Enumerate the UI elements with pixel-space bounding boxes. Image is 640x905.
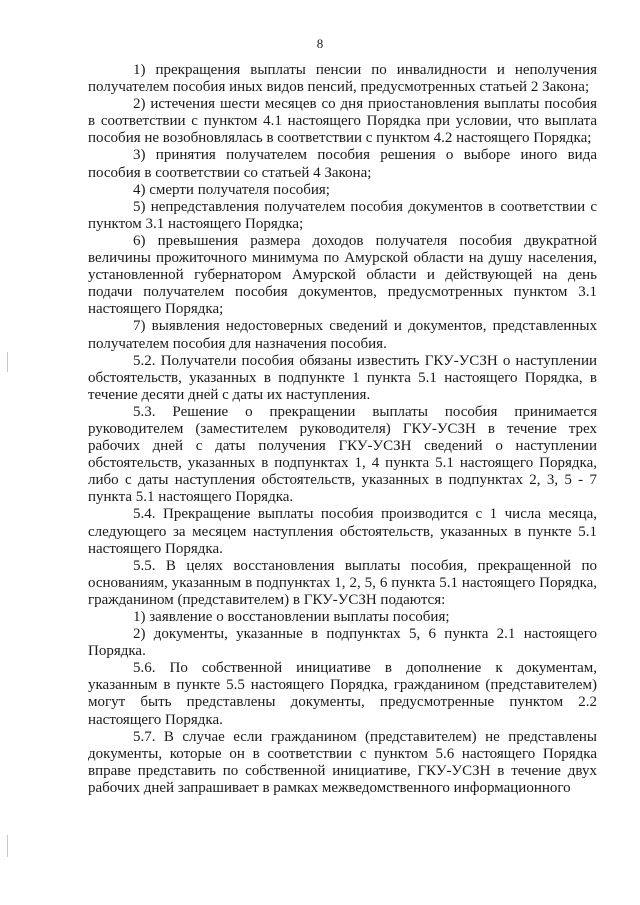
paragraph: 5) непредставления получателем пособия документов в соответствии с пунктом 3.1 настоящего Порядка; <box>88 198 597 232</box>
paragraph: 2) истечения шести месяцев со дня приостановления выплаты пособия в соответствии с пунктом 4.1 настоящего Порядка при условии, что выплата пособия не возобновлялась в соответствии с пунктом 4.2 настоящего Порядка; <box>88 96 597 147</box>
paragraph: 5.4. Прекращение выплаты пособия производится с 1 числа месяца, следующего за месяцем наступления обстоятельств, указанных в пункте 5.1 настоящего Порядка. <box>88 506 597 557</box>
paragraph: 5.3. Решение о прекращении выплаты пособия принимается руководителем (заместителем руководителя) ГКУ-УСЗН в течение трех рабочих дней с даты получения ГКУ-УСЗН сведений о наступлении обстоятельств, указанных в подпунктах 1, 4 пункта 5.1 настоящего Порядка, либо с даты наступления обстоятельств, указанных в подпунктах 2, 3, 5 - 7 пункта 5.1 настоящего Порядка. <box>88 403 597 506</box>
paragraph: 5.2. Получатели пособия обязаны известить ГКУ-УСЗН о наступлении обстоятельств, указанных в подпункте 1 пункта 5.1 настоящего Порядка, в течение десяти дней с даты их наступления. <box>88 352 597 403</box>
paragraph: 1) прекращения выплаты пенсии по инвалидности и неполучения получателем пособия иных видов пенсий, предусмотренных статьей 2 Закона; <box>88 62 597 96</box>
margin-scan-mark <box>7 352 8 372</box>
paragraph: 3) принятия получателем пособия решения о выборе иного вида пособия в соответствии со статьей 4 Закона; <box>88 147 597 181</box>
paragraph: 6) превышения размера доходов получателя пособия двукратной величины прожиточного минимума по Амурской области на душу населения, установленной губернатором Амурской области и действующей на день подачи получателем пособия документов, предусмотренных пунктом 3.1 настоящего Порядка; <box>88 232 597 318</box>
margin-scan-mark <box>7 835 8 857</box>
paragraph: 4) смерти получателя пособия; <box>133 181 330 198</box>
paragraph: 5.6. По собственной инициативе в дополнение к документам, указанным в пункте 5.5 настоящего Порядка, гражданином (представителем) могут быть представлены документы, предусмотренные пунктом 2.2 настоящего Порядка. <box>88 660 597 728</box>
paragraph: 1) заявление о восстановлении выплаты пособия; <box>133 609 450 625</box>
page-number: 8 <box>316 36 324 51</box>
paragraph: 7) выявления недостоверных сведений и документов, представленных получателем пособия для назначения пособия. <box>88 318 597 352</box>
paragraph: 5.7. В случае если гражданином (представителем) не представлены документы, которые он в соответствии с пунктом 5.6 настоящего Порядка вправе представить по собственной инициативе, ГКУ-УСЗН в течение двух рабочих дней запрашивает в рамках межведомственного информационного <box>88 728 597 796</box>
paragraph: 2) документы, указанные в подпунктах 5, 6 пункта 2.1 настоящего Порядка. <box>88 626 597 660</box>
paragraph: 5.5. В целях восстановления выплаты пособия, прекращенной по основаниям, указанным в подпунктах 1, 2, 5, 6 пункта 5.1 настоящего Порядка, гражданином (представителем) в ГКУ-УСЗН подаются: <box>88 557 597 608</box>
document-body <box>88 62 597 797</box>
